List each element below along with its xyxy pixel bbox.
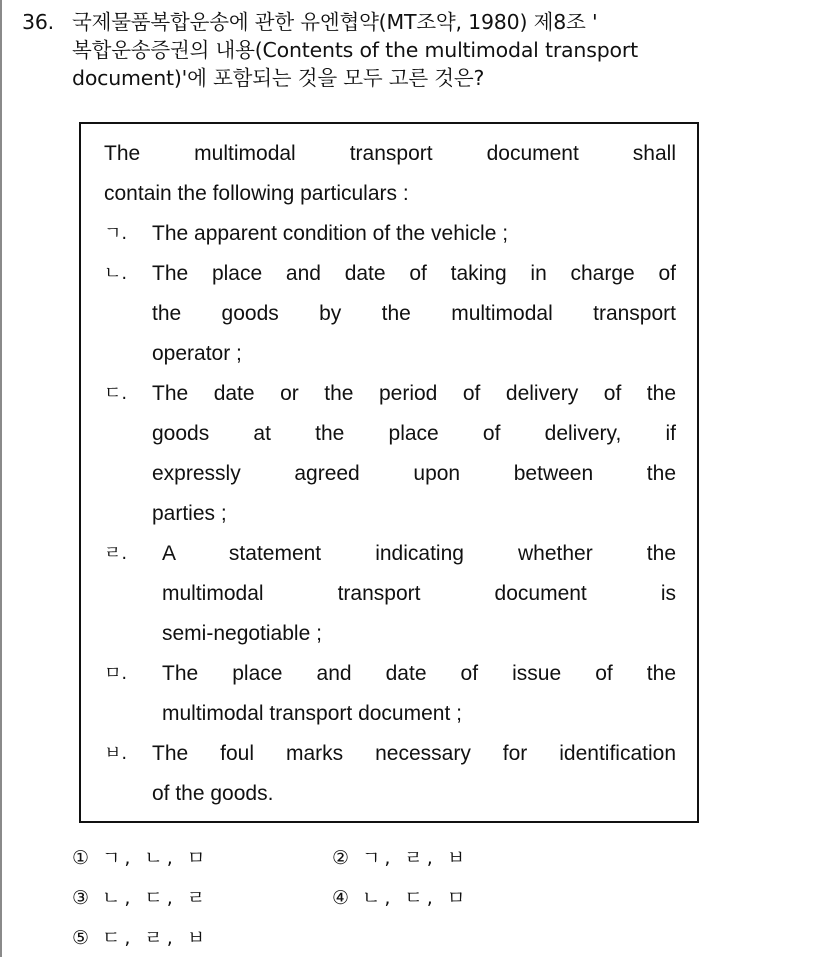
passage-item-giyeok: ㄱ. The apparent condition of the vehicle ; xyxy=(104,214,676,254)
choice-1[interactable] xyxy=(72,838,332,878)
question-line-1: 36. 국제물품복합운송에 관한 유엔협약(MT조약, 1980) 제8조 ' xyxy=(22,10,598,34)
question-line-2: 복합운송증권의 내용(Contents of the multimodal transport xyxy=(72,38,638,62)
choice-answer: ㄷ, ㄹ, ㅂ xyxy=(102,927,210,949)
question-stem xyxy=(22,8,802,92)
choice-answer: ㄱ, ㄹ, ㅂ xyxy=(362,847,470,869)
choice-number: ① xyxy=(72,847,90,869)
choice-number: ② xyxy=(332,847,350,869)
passage-intro-line-2: contain the following particulars : xyxy=(104,182,409,205)
choice-number: ⑤ xyxy=(72,927,90,949)
item-marker: ㄹ. xyxy=(104,543,128,564)
passage-content xyxy=(104,134,676,814)
choice-number: ④ xyxy=(332,887,350,909)
question-line-3: document)'에 포함되는 것을 모두 고른 것은? xyxy=(72,66,485,90)
passage-item-digeut: ㄷ. The date or the period of delivery of the goods at the place of delivery, if expressly agreed upon between the parties ; xyxy=(104,374,676,534)
item-marker: ㄴ. xyxy=(104,263,128,284)
choice-row-3 xyxy=(72,918,592,958)
passage-item-rieul: ㄹ. A statement indicating whether the multimodal transport document is semi-negotiable ; xyxy=(104,534,676,654)
item-marker: ㅁ. xyxy=(104,663,128,684)
passage-box xyxy=(79,122,699,823)
answer-choices xyxy=(72,838,592,958)
item-marker: ㄱ. xyxy=(104,223,128,244)
choice-4[interactable] xyxy=(332,878,592,918)
passage-item-mieum: ㅁ. The place and date of issue of the multimodal transport document ; xyxy=(104,654,676,734)
passage-intro-line-1: The multimodal transport document shall xyxy=(104,142,676,165)
choice-3[interactable] xyxy=(72,878,332,918)
choice-2[interactable] xyxy=(332,838,592,878)
item-marker: ㄷ. xyxy=(104,383,128,404)
choice-5[interactable] xyxy=(72,918,354,958)
choice-answer: ㄱ, ㄴ, ㅁ xyxy=(102,847,210,869)
passage-item-nieun: ㄴ. The place and date of taking in charge of the goods by the multimodal transport operator ; xyxy=(104,254,676,374)
choice-number: ③ xyxy=(72,887,90,909)
choice-row-1 xyxy=(72,838,592,878)
choice-answer: ㄴ, ㄷ, ㄹ xyxy=(102,887,210,909)
item-marker: ㅂ. xyxy=(104,743,128,764)
page-left-rule xyxy=(0,0,2,957)
choice-answer: ㄴ, ㄷ, ㅁ xyxy=(362,887,470,909)
choice-row-2 xyxy=(72,878,592,918)
passage-item-bieup: ㅂ. The foul marks necessary for identification of the goods. xyxy=(104,734,676,814)
question-number: 36. xyxy=(22,10,55,34)
